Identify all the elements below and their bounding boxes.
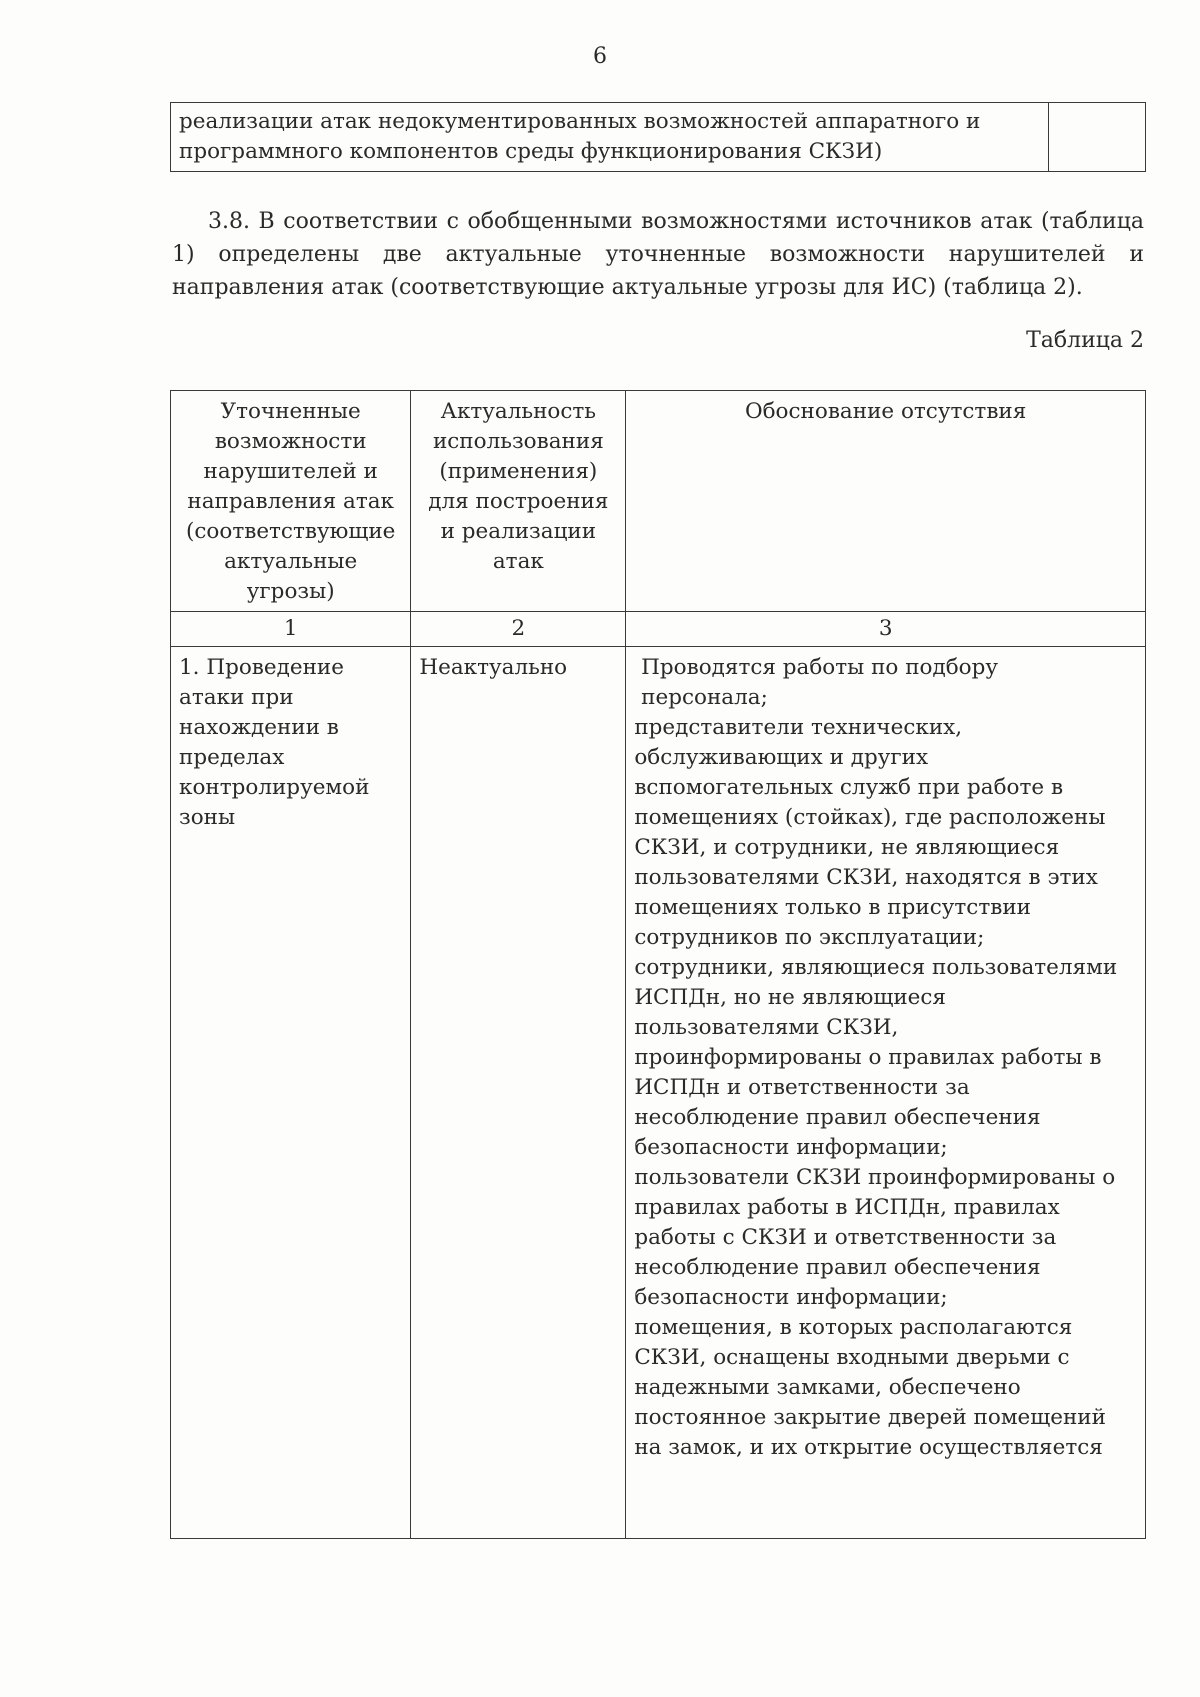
text-line: пользователи СКЗИ проинформированы о	[634, 1165, 1116, 1190]
header-cell-2	[411, 391, 626, 612]
table-caption: Таблица 2	[1026, 328, 1144, 353]
text-line: персонала;	[634, 685, 768, 710]
text-line: атаки при	[179, 685, 294, 710]
text-line: сотрудников по эксплуатации;	[634, 925, 985, 950]
text-line: ИСПДн и ответственности за	[634, 1075, 970, 1100]
continuation-empty-cell	[1048, 103, 1145, 172]
text-line: обслуживающих и других	[634, 745, 929, 770]
text-line: пределах	[179, 745, 285, 770]
text-line: помещениях только в присутствии	[634, 895, 1031, 920]
text-line: (соответствующие	[186, 519, 396, 544]
text-line: и реализации	[440, 519, 597, 544]
table-row	[171, 647, 1146, 1539]
text-line: пользователями СКЗИ,	[634, 1015, 899, 1040]
text-line: представители технических,	[634, 715, 963, 740]
text-line: Проводятся работы по подбору	[634, 655, 999, 680]
text-line: пользователями СКЗИ, находятся в этих	[634, 865, 1098, 890]
column-number-row	[171, 612, 1146, 647]
text-line: безопасности информации;	[634, 1135, 948, 1160]
text-line: вспомогательных служб при работе в	[634, 775, 1064, 800]
text-line: Обоснование отсутствия	[744, 399, 1027, 424]
text-line: нахождении в	[179, 715, 339, 740]
continuation-line-2: программного компонентов среды функционирования СКЗИ)	[179, 139, 883, 164]
text-line: Уточненные	[220, 399, 361, 424]
column-number-2: 2	[411, 612, 626, 647]
justification-cell	[626, 647, 1146, 1539]
text-line: использования	[432, 429, 604, 454]
header-cell-1	[171, 391, 411, 612]
header-row	[171, 391, 1146, 612]
text-line: помещениях (стойках), где расположены	[634, 805, 1106, 830]
text-line: контролируемой	[179, 775, 370, 800]
text-line: СКЗИ, оснащены входными дверьми с	[634, 1345, 1070, 1370]
text-line: постоянное закрытие дверей помещений	[634, 1405, 1106, 1430]
page-number: 6	[593, 44, 607, 69]
column-number-1: 1	[171, 612, 411, 647]
text-line: атак	[492, 549, 544, 574]
text-line: Актуальность	[440, 399, 597, 424]
text-line: (применения)	[439, 459, 598, 484]
text-line: сотрудники, являющиеся пользователями	[634, 955, 1118, 980]
text-line: зоны	[179, 805, 236, 830]
text-line: безопасности информации;	[634, 1285, 948, 1310]
text-line: направления атак	[187, 489, 394, 514]
text-line: помещения, в которых располагаются	[634, 1315, 1073, 1340]
text-line: угрозы)	[246, 579, 335, 604]
continuation-cell	[171, 103, 1049, 172]
body-paragraph: 3.8. В соответствии с обобщенными возможностями источников атак (таблица 1) определены две актуальные уточненные возможности нарушителей и направления атак (соответствующие актуальные угрозы для ИС) (таблица 2).	[172, 209, 1144, 300]
table-row	[171, 103, 1146, 172]
relevance-cell	[411, 647, 626, 1539]
text-line: возможности	[214, 429, 367, 454]
continuation-table	[170, 102, 1146, 172]
text-line: ИСПДн, но не являющиеся	[634, 985, 946, 1010]
text-line: правилах работы в ИСПДн, правилах	[634, 1195, 1060, 1220]
header-cell-3	[626, 391, 1146, 612]
threat-cell	[171, 647, 411, 1539]
main-table	[170, 390, 1146, 1539]
text-line: надежными замками, обеспечено	[634, 1375, 1021, 1400]
column-number-3: 3	[626, 612, 1146, 647]
text-line: актуальные	[224, 549, 358, 574]
text-line: Неактуально	[419, 655, 568, 680]
continuation-line-1: реализации атак недокументированных возможностей аппаратного и	[179, 109, 981, 134]
text-line: на замок, и их открытие осуществляется	[634, 1435, 1103, 1460]
text-line: 1. Проведение	[179, 655, 344, 680]
text-line: несоблюдение правил обеспечения	[634, 1255, 1041, 1280]
text-line: СКЗИ, и сотрудники, не являющиеся	[634, 835, 1060, 860]
text-line: работы с СКЗИ и ответственности за	[634, 1225, 1057, 1250]
text-line: проинформированы о правилах работы в	[634, 1045, 1102, 1070]
text-line: для построения	[428, 489, 609, 514]
text-line: нарушителей и	[203, 459, 378, 484]
text-line: несоблюдение правил обеспечения	[634, 1105, 1041, 1130]
